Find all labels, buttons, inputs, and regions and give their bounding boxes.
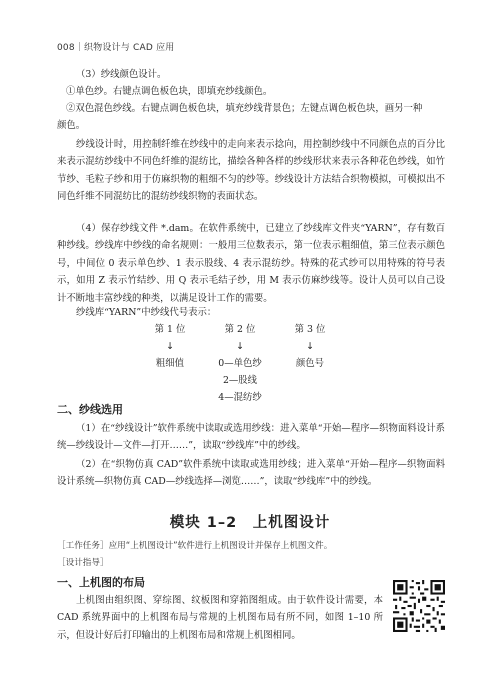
yarn-code-title: 纱线库“YARN”中纱线代号表示：	[76, 307, 217, 318]
layout-paragraph: 上机图由组织图、穿综图、纹板图和穿筘图组成。由于软件设计需要，本 CAD 系统界面中的上机图布局与常规的上机图布局有所不同，如图 1–10 所示，但设计好后打印输出的上机图布局和常规上机图相同。	[57, 595, 383, 641]
code-col-line: 颜色号	[295, 358, 325, 369]
item-two-color-a: ②双色混色纱线。右键点调色板色块，填充纱线背景色；左键点调色板色块，画另一种	[66, 103, 423, 114]
yarn-design-paragraph: 纱线设计时，用控制纤维在纱线中的走向来表示捻向，用控制纱线中不同颜色点的百分比来表示混纺纱线中不同色纤维的混纺比，描绘各种各样的纱线形状来表示各种花色纱线，如竹节纱、毛粒子纱和用于仿麻织物的粗细不匀的纱等。纱线设计方法结合织物模拟，可模拟出不同色纤维不同混纺比的混纺纱线织物的表面状态。	[57, 139, 445, 203]
code-col-1	[130, 321, 210, 372]
save-yarn-paragraph: （4）保存纱线文件 *.dam。在软件系统中，已建立了纱线库文件夹“YARN”，存有数百种纱线。纱线库中纱线的命名规则：一般用三位数表示，第一位表示粗细值，第三位表示颜色号，中间位 0 表示单色纱、1 表示股线、4 表示混纺纱。特殊的花式纱可以用特殊的符号表示，如用 Z 表示竹结纱、用 Q 表示毛结子纱，用 M 表示仿麻纱线等。设计人员可以自己设计不断地丰富纱线的种类，以满足设计工作的需要。	[57, 223, 445, 304]
yarn-select-p2: （2）在“织物仿真 CAD”软件系统中读取或选用纱线；进入菜单“开始—程序—织物面料设计系统—织物仿真 CAD—纱线选择—浏览……”，读取“纱线库”中的纱线。	[57, 459, 445, 488]
section-yarn-selection-title: 二、纱线选用	[57, 403, 123, 416]
item-two-color-b: 颜色。	[57, 120, 86, 131]
qr-code-icon	[393, 580, 445, 632]
code-col-line: 4—混纺纱	[218, 392, 262, 403]
code-col-line: 2—股线	[222, 375, 258, 386]
module-title: 模块 1–2 上机图设计	[169, 515, 331, 531]
code-col-2	[200, 321, 280, 406]
code-col-line: 0—单色纱	[218, 358, 262, 369]
item-single-color: ①单色纱。右键点调色板色块，即填充纱线颜色。	[66, 86, 273, 97]
code-col-3	[270, 321, 350, 372]
down-arrow-icon: ↓	[306, 341, 314, 352]
running-header: 008｜织物设计与 CAD 应用	[57, 43, 175, 53]
down-arrow-icon: ↓	[236, 341, 244, 352]
subsection-3-title: （3）纱线颜色设计。	[76, 69, 167, 80]
section-layout-title: 一、上机图的布局	[57, 576, 145, 589]
design-guide-label: ［设计指导］	[57, 558, 109, 568]
code-col-line: 粗细值	[155, 358, 185, 369]
code-col-head: 第 1 位	[154, 324, 186, 335]
code-col-head: 第 3 位	[294, 324, 326, 335]
work-task-line: ［工作任务］应用“上机图设计”软件进行上机图设计并保存上机图文件。	[57, 541, 333, 551]
down-arrow-icon: ↓	[166, 341, 174, 352]
yarn-select-p1: （1）在“纱线设计”软件系统中读取或选用纱线：进入菜单“开始—程序—织物面料设计系统—纱线设计—文件—打开……”，读取“纱线库”中的纱线。	[57, 423, 445, 452]
code-col-head: 第 2 位	[224, 324, 256, 335]
